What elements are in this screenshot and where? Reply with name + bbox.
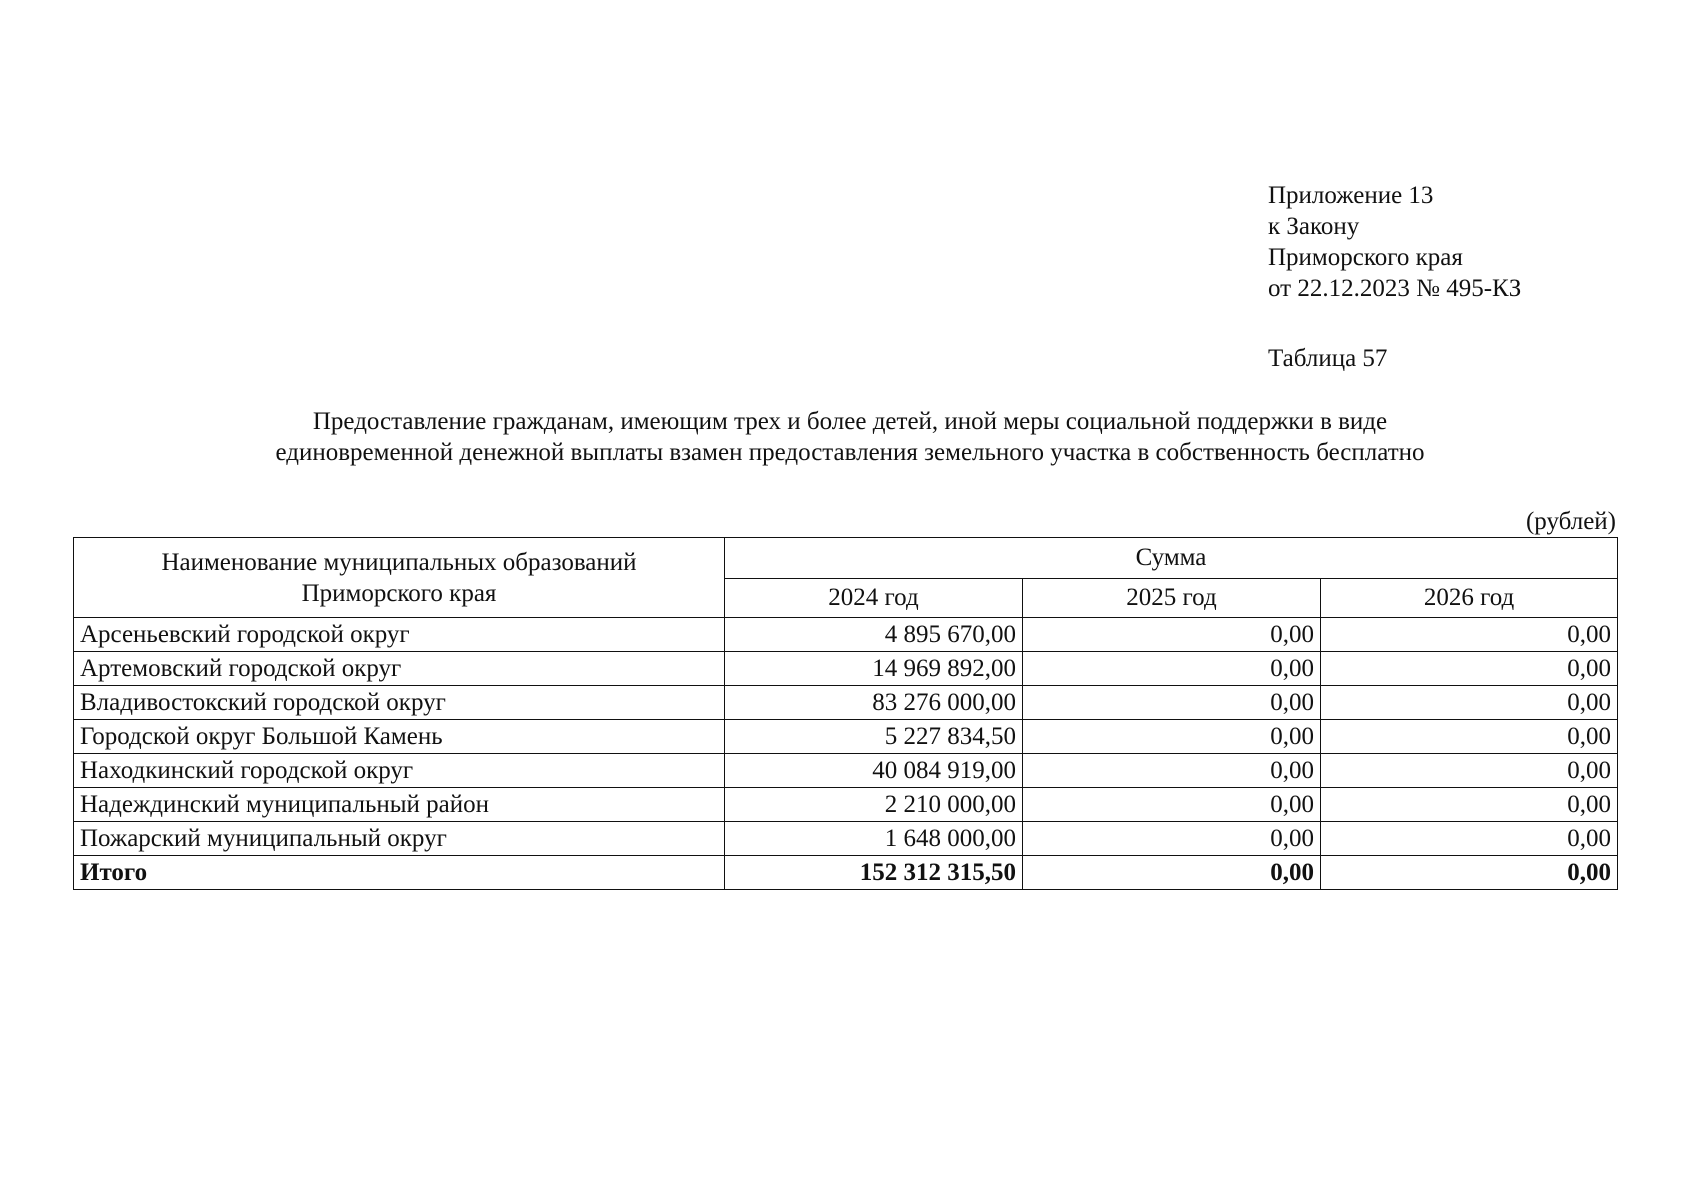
table-row: [74, 788, 1618, 822]
appendix-block: [1268, 180, 1521, 304]
municipality-name: Надеждинский муниципальный район: [74, 788, 725, 822]
municipality-header-line-1: Наименование муниципальных образований: [161, 548, 637, 576]
amount-2026: 0,00: [1321, 618, 1618, 652]
amount-2025: 0,00: [1023, 652, 1321, 686]
payments-table: [73, 537, 1618, 890]
amount-2024: 5 227 834,50: [725, 720, 1023, 754]
amount-2024: 40 084 919,00: [725, 754, 1023, 788]
table-header-row: [74, 538, 1618, 579]
appendix-law: к Закону: [1268, 213, 1360, 240]
amount-2026: 0,00: [1321, 822, 1618, 856]
amount-2024: 4 895 670,00: [725, 618, 1023, 652]
title-line-2: единовременной денежной выплаты взамен предоставления земельного участка в собственность бесплатно: [275, 439, 1425, 466]
municipality-header-line-2: Приморского края: [301, 579, 497, 607]
year-2026-header: 2026 год: [1321, 579, 1618, 618]
appendix-number: Приложение 13: [1268, 182, 1434, 209]
appendix-region: Приморского края: [1268, 244, 1463, 271]
amount-2026: 0,00: [1321, 686, 1618, 720]
amount-2024: 83 276 000,00: [725, 686, 1023, 720]
municipality-name: Находкинский городской округ: [74, 754, 725, 788]
amount-2024: 2 210 000,00: [725, 788, 1023, 822]
document-title: [150, 406, 1550, 468]
municipality-name: Артемовский городской округ: [74, 652, 725, 686]
amount-2026: 0,00: [1321, 720, 1618, 754]
sum-column-header: Сумма: [725, 538, 1618, 579]
total-label: Итого: [74, 856, 725, 890]
appendix-date-number: от 22.12.2023 № 495-КЗ: [1268, 275, 1522, 302]
total-row: [74, 856, 1618, 890]
total-2025: 0,00: [1023, 856, 1321, 890]
table-row: [74, 720, 1618, 754]
title-line-1: Предоставление гражданам, имеющим трех и более детей, иной меры социальной поддержки в виде: [312, 408, 1388, 435]
amount-2025: 0,00: [1023, 788, 1321, 822]
year-2025-header: 2025 год: [1023, 579, 1321, 618]
units-label: (рублей): [1525, 508, 1616, 535]
table-row: [74, 686, 1618, 720]
table-row: [74, 652, 1618, 686]
municipality-name: Арсеньевский городской округ: [74, 618, 725, 652]
table-label: Таблица 57: [1268, 345, 1388, 372]
amount-2024: 14 969 892,00: [725, 652, 1023, 686]
table-row: [74, 822, 1618, 856]
total-2024: 152 312 315,50: [725, 856, 1023, 890]
amount-2026: 0,00: [1321, 788, 1618, 822]
amount-2026: 0,00: [1321, 652, 1618, 686]
amount-2026: 0,00: [1321, 754, 1618, 788]
table-row: [74, 754, 1618, 788]
municipality-name: Пожарский муниципальный округ: [74, 822, 725, 856]
amount-2025: 0,00: [1023, 720, 1321, 754]
amount-2025: 0,00: [1023, 754, 1321, 788]
year-2024-header: 2024 год: [725, 579, 1023, 618]
municipality-name: Владивостокский городской округ: [74, 686, 725, 720]
total-2026: 0,00: [1321, 856, 1618, 890]
amount-2025: 0,00: [1023, 686, 1321, 720]
municipality-name: Городской округ Большой Камень: [74, 720, 725, 754]
amount-2025: 0,00: [1023, 822, 1321, 856]
amount-2024: 1 648 000,00: [725, 822, 1023, 856]
amount-2025: 0,00: [1023, 618, 1321, 652]
municipality-column-header: [74, 538, 725, 618]
table-row: [74, 618, 1618, 652]
